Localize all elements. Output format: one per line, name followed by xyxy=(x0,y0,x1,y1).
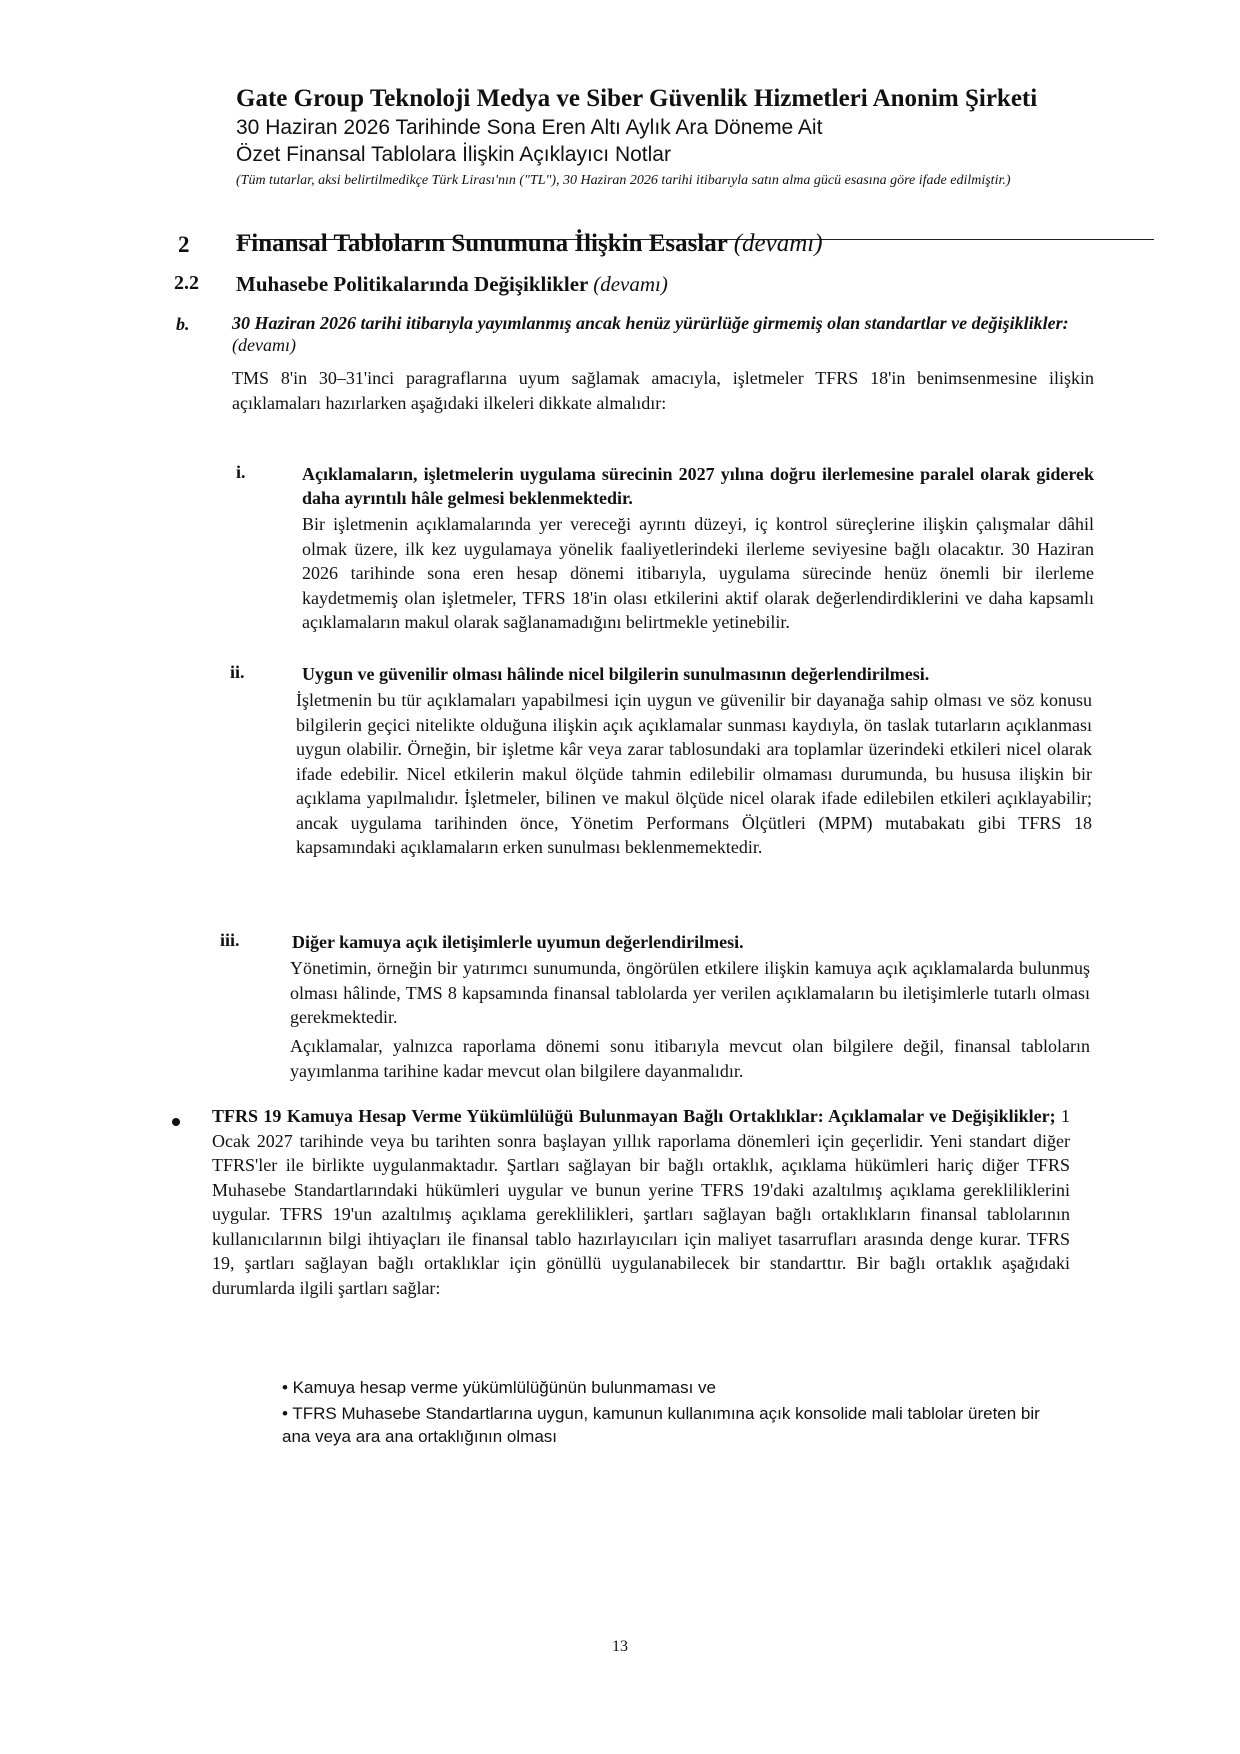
continued-label: (devamı) xyxy=(593,272,668,296)
tfrs19-paragraph xyxy=(212,1104,1070,1300)
page-number: 13 xyxy=(612,1638,628,1655)
item-body: Yönetimin, örneğin bir yatırımcı sunumunda, öngörülen etkilere ilişkin kamuya açık açıklamalarda bulunmuş olması hâlinde, TMS 8 kapsamında finansal tablolarda yer verilen açıklamaların bu iletişimlerle tutarlı olması gerekmektedir. xyxy=(290,958,1090,1027)
section-number: 2.2 xyxy=(174,272,199,294)
company-name: Gate Group Teknoloji Medya ve Siber Güvenlik Hizmetleri Anonim Şirketi xyxy=(236,85,1038,112)
tfrs19-body: 1 Ocak 2027 tarihinde veya bu tarihten sonra başlayan yıllık raporlama dönemleri için geçerlidir. Yeni standart diğer TFRS'ler ile birlikte uygulanmaktadır. Şartları sağlayan bir bağlı ortaklık, açıklama hükümleri hariç diğer TFRS Muhasebe Standartlarındaki hükümleri uygular ve bunun yerine TFRS 19'daki azaltılmış açıklama gerekliliklerini uygular. TFRS 19'un azaltılmış açıklama gereklilikleri, şartları sağlayan bağlı ortaklıkların finansal tablolarının kullanıcılarının bilgi ihtiyaçları ile finansal tablo hazırlayıcıları için maliyet tasarrufları arasında denge kurar. TFRS 19, şartları sağlayan bağlı ortaklıklar için gönüllü uygulanabilecek bir standarttır. Bir bağlı ortaklık aşağıdaki durumlarda ilgili şartları sağlar: xyxy=(212,1106,1071,1298)
subsection-title-text: 30 Haziran 2026 tarihi itibarıyla yayımlanmış ancak henüz yürürlüğe girmemiş olan standartlar ve değişiklikler: xyxy=(232,313,1069,333)
continued-label: (devamı) xyxy=(733,230,823,257)
item-title: Açıklamaların, işletmelerin uygulama sürecinin 2027 yılına doğru ilerlemesine paralel olarak giderek daha ayrıntılı hâle gelmesi beklenmektedir. xyxy=(302,464,1094,508)
item-title: Uygun ve güvenilir olması hâlinde nicel bilgilerin sunulmasının değerlendirilmesi. xyxy=(302,664,930,684)
report-subtitle: Özet Finansal Tablolara İlişkin Açıklayıcı Notlar xyxy=(236,143,671,166)
bullet-icon xyxy=(172,1118,180,1126)
continued-label: (devamı) xyxy=(232,335,296,355)
item-title: Diğer kamuya açık iletişimlerle uyumun değerlendirilmesi. xyxy=(292,932,744,952)
condition-item: • TFRS Muhasebe Standartlarına uygun, kamunun kullanımına açık konsolide mali tablolar üreten bir ana veya ara ana ortaklığının olması xyxy=(282,1404,1040,1446)
amounts-note: (Tüm tutarlar, aksi belirtilmedikçe Türk Lirası'nın ("TL"), 30 Haziran 2026 tarihi itibarıyla satın alma gücü esasına göre ifade edilmiştir.) xyxy=(236,173,1011,188)
section-title: Finansal Tabloların Sunumuna İlişkin Esaslar xyxy=(236,230,728,257)
item-body: Bir işletmenin açıklamalarında yer vereceği ayrıntı düzeyi, iç kontrol süreçlerine ilişkin çalışmalar dâhil olmak üzere, ilk kez uygulamaya yönelik faaliyetlerindeki ilerleme seviyesine bağlı olacaktır. 30 Haziran 2026 tarihinde sona eren hesap dönemi itibarıyla, uygulama sürecinde henüz önemli bir ilerleme kaydetmemiş olan işletmeler, TFRS 18'in olası etkilerini aktif olarak değerlendirdiklerini ve daha kapsamlı açıklamaların makul olarak sağlanamadığını belirtmekle yetinebilir. xyxy=(302,514,1094,632)
tfrs19-title: TFRS 19 Kamuya Hesap Verme Yükümlülüğü Bulunmayan Bağlı Ortaklıklar: Açıklamalar ve Değişiklikler; xyxy=(212,1106,1056,1126)
item-body-continued: Açıklamalar, yalnızca raporlama dönemi sonu itibarıyla mevcut olan bilgilere değil, finansal tabloların yayımlanma tarihine kadar mevcut olan bilgilere dayanmalıdır. xyxy=(290,1036,1090,1081)
period-line: 30 Haziran 2026 Tarihinde Sona Eren Altı Aylık Ara Döneme Ait xyxy=(236,116,823,139)
condition-item: • Kamuya hesap verme yükümlülüğünün bulunmaması ve xyxy=(282,1378,717,1397)
subsection-title xyxy=(232,312,1094,356)
item-body: İşletmenin bu tür açıklamaları yapabilmesi için uygun ve güvenilir bir dayanağa sahip olması ve söz konusu bilgilerin geçici nitelikte olduğuna ilişkin açık açıklamalar sunması kaydıyla, ön taslak tutarların açıklanması uygun olabilir. Örneğin, bir işletme kâr veya zarar tablosundaki ara toplamlar üzerindeki etkileri nicel olarak ifade edebilir. Nicel etkilerin makul ölçüde tahmin edilebilir olmaması durumunda, bu hususa ilişkin bir açıklama yapılmalıdır. İşletmeler, bilinen ve makul ölçüde nicel olarak ifade edilebilen etkileri açıklayabilir; ancak uygulama tarihinden önce, Yönetim Performans Ölçütleri (MPM) mutabakatı gibi TFRS 18 kapsamındaki açıklamaların erken sunulması beklenmemektedir. xyxy=(296,690,1092,857)
item-number: iii. xyxy=(220,930,240,950)
subsection-label: b. xyxy=(176,314,190,334)
section-title: Muhasebe Politikalarında Değişiklikler xyxy=(236,272,588,296)
intro-paragraph: TMS 8'in 30–31'inci paragraflarına uyum sağlamak amacıyla, işletmeler TFRS 18'in benimsenmesine ilişkin açıklamaları hazırlarken aşağıdaki ilkeleri dikkate almalıdır: xyxy=(232,368,1094,413)
item-number: ii. xyxy=(230,662,245,682)
section-number: 2 xyxy=(178,232,190,257)
item-number: i. xyxy=(236,462,246,482)
page-header xyxy=(236,84,1096,190)
